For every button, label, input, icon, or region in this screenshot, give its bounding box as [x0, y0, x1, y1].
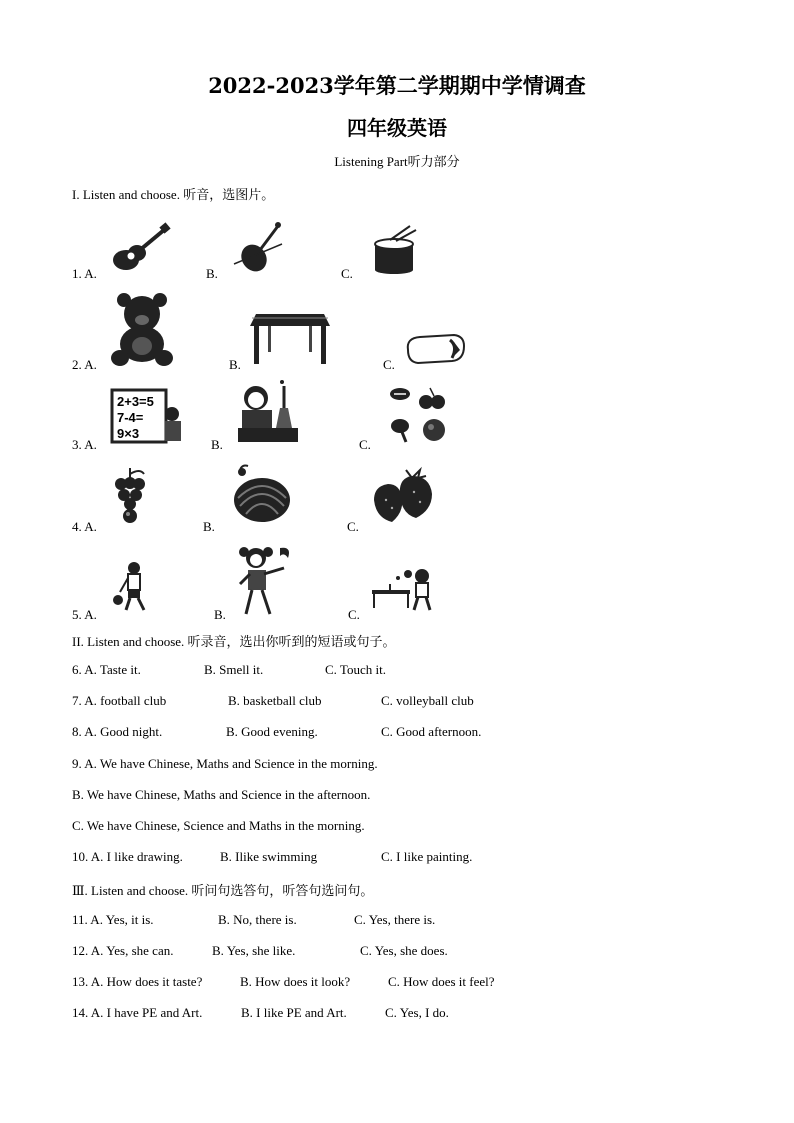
maths-board-icon — [110, 388, 186, 446]
q13-option-b: B. How does it look? — [240, 974, 351, 989]
q10-option-b: B. Ilike swimming — [220, 849, 318, 864]
q4-option-a-label: 4. A. — [72, 519, 97, 534]
strawberries-icon — [370, 468, 436, 526]
page-subtitle: 四年级英语 — [347, 116, 447, 140]
q14-option-c: C. Yes, I do. — [385, 1005, 449, 1020]
part-label: Listening Part听力部分 — [334, 154, 460, 169]
q14-option-b: B. I like PE and Art. — [241, 1005, 347, 1020]
q3-option-c-label: C. — [359, 437, 371, 452]
q13-option-a: 13. A. How does it taste? — [72, 974, 203, 989]
q5-option-a-label: 5. A. — [72, 607, 97, 622]
q12-option-c: C. Yes, she does. — [360, 943, 448, 958]
q11-option-b: B. No, there is. — [218, 912, 297, 927]
q6-option-a: 6. A. Taste it. — [72, 662, 141, 677]
q3-option-b-label: B. — [211, 437, 223, 452]
svg-text:9×3: 9×3 — [117, 426, 140, 441]
q11-option-a: 11. A. Yes, it is. — [72, 912, 154, 927]
q10-option-a: 10. A. I like drawing. — [72, 849, 183, 864]
q8-option-b: B. Good evening. — [226, 724, 318, 739]
q7-option-c: C. volleyball club — [381, 693, 474, 708]
grapes-icon — [110, 466, 150, 528]
q12-option-b: B. Yes, she like. — [212, 943, 296, 958]
q4-option-b-label: B. — [203, 519, 215, 534]
running-girl-icon — [234, 544, 298, 618]
drum-icon — [372, 224, 418, 274]
section1-heading: I. Listen and choose. 听音，选图片。 — [72, 187, 275, 202]
q8-option-c: C. Good afternoon. — [381, 724, 482, 739]
q12-option-a: 12. A. Yes, she can. — [72, 943, 174, 958]
q9-option-a: 9. A. We have Chinese, Maths and Science in the morning. — [72, 756, 378, 771]
q7-option-a: 7. A. football club — [72, 693, 167, 708]
violin-icon — [232, 220, 288, 278]
teddy-bear-icon — [110, 292, 174, 368]
watermelon-icon — [228, 462, 292, 524]
q9-option-c: C. We have Chinese, Science and Maths in the morning. — [72, 818, 365, 833]
q3-option-a-label: 3. A. — [72, 437, 97, 452]
q11-option-c: C. Yes, there is. — [354, 912, 436, 927]
q4-option-c-label: C. — [347, 519, 359, 534]
table-icon — [250, 312, 330, 366]
pillow-icon — [404, 332, 466, 366]
q5-option-c-label: C. — [348, 607, 360, 622]
q9-option-b: B. We have Chinese, Maths and Science in the afternoon. — [72, 787, 371, 802]
section2-heading: II. Listen and choose. 听录音，选出你听到的短语或句子。 — [72, 634, 396, 649]
q6-option-c: C. Touch it. — [325, 662, 386, 677]
q5-option-b-label: B. — [214, 607, 226, 622]
svg-text:2+3=5: 2+3=5 — [117, 394, 154, 409]
q1-option-c-label: C. — [341, 266, 353, 281]
ping-pong-boy-icon — [370, 566, 436, 612]
page-title: 2022-2023学年第二学期期中学情调查 — [208, 73, 586, 98]
q8-option-a: 8. A. Good night. — [72, 724, 163, 739]
q7-option-b: B. basketball club — [228, 693, 322, 708]
q1-option-b-label: B. — [206, 266, 218, 281]
q1-option-a-label: 1. A. — [72, 266, 97, 281]
guitar-icon — [110, 222, 172, 274]
sports-balls-icon — [388, 384, 450, 446]
q2-option-a-label: 2. A. — [72, 357, 97, 372]
q2-option-b-label: B. — [229, 357, 241, 372]
q10-option-c: C. I like painting. — [381, 849, 473, 864]
basketball-boy-icon — [112, 560, 156, 614]
svg-text:7-4=: 7-4= — [117, 410, 144, 425]
section3-heading: Ⅲ. Listen and choose. 听问句选答句，听答句选问句。 — [72, 883, 374, 898]
q6-option-b: B. Smell it. — [204, 662, 264, 677]
q14-option-a: 14. A. I have PE and Art. — [72, 1005, 203, 1020]
science-boy-icon — [236, 378, 300, 444]
q2-option-c-label: C. — [383, 357, 395, 372]
q13-option-c: C. How does it feel? — [388, 974, 495, 989]
